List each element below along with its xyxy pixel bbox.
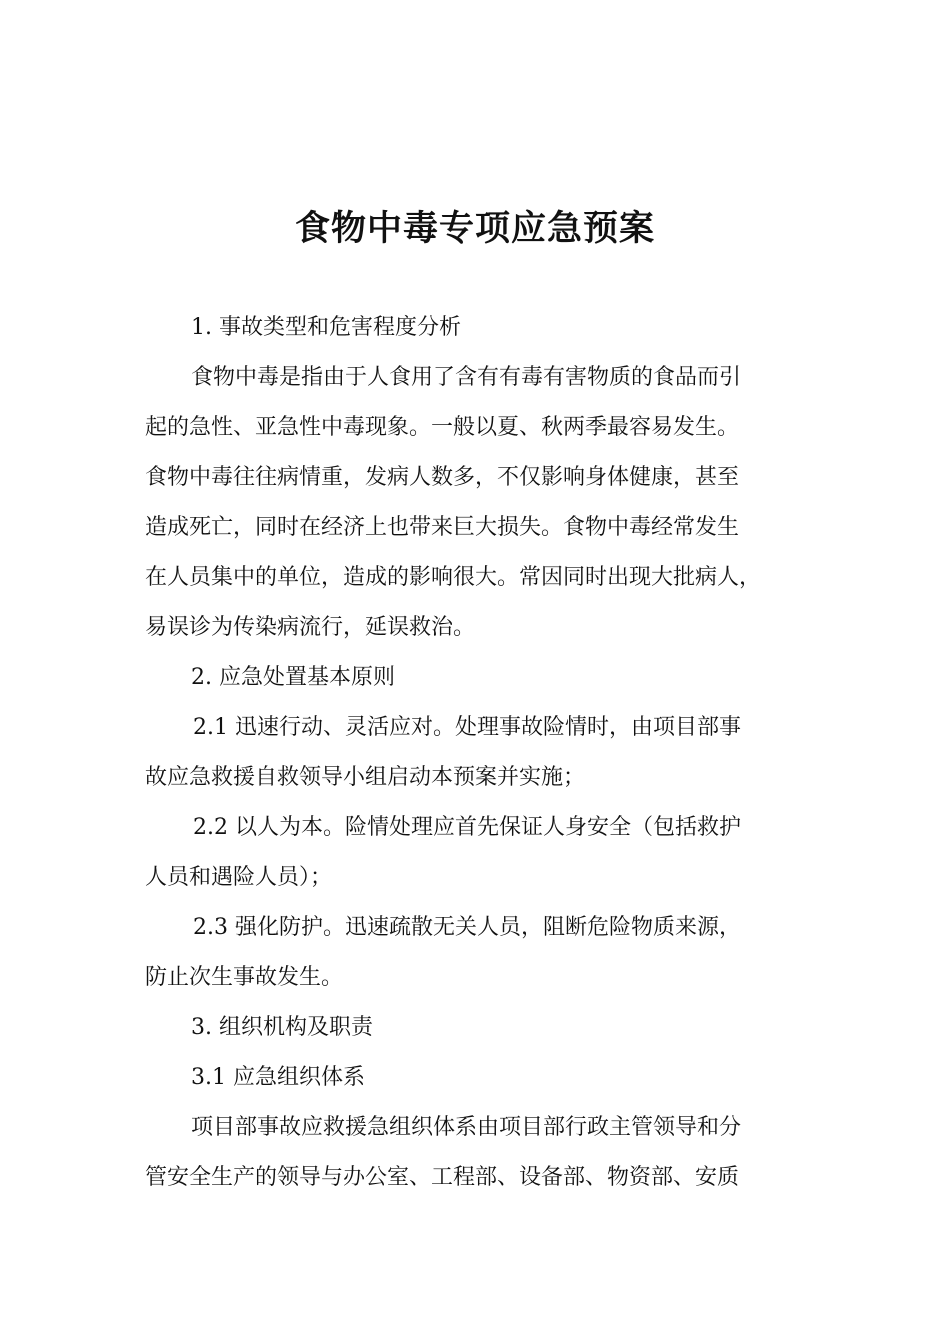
section-1-heading (145, 303, 825, 353)
section-2-heading (145, 653, 825, 703)
text-line: 人员和遇险人员）； (145, 865, 333, 890)
section-1-paragraph (145, 353, 825, 653)
section-3-heading (145, 1003, 825, 1053)
text-line: 食物中毒往往病情重，发病人数多，不仅影响身体健康，甚至 (145, 465, 740, 490)
text-line: 防止次生事故发生。 (145, 965, 344, 990)
text-line: 食物中毒是指由于人食用了含有有毒有害物质的食品而引 (191, 365, 742, 390)
text-line: 3. 组织机构及职责 (191, 1015, 373, 1040)
text-line: 故应急救援自救领导小组启动本预案并实施； (145, 765, 586, 790)
text-line: 起的急性、亚急性中毒现象。一般以夏、秋两季最容易发生。 (145, 415, 740, 440)
section-2-2-paragraph (145, 803, 825, 903)
section-2-3-paragraph (145, 903, 825, 1003)
document-body (145, 303, 825, 1203)
text-line: 1. 事故类型和危害程度分析 (191, 315, 461, 340)
text-line: 易误诊为传染病流行，延误救治。 (145, 615, 476, 640)
section-3-1-heading (145, 1053, 825, 1103)
text-line: 2. 应急处置基本原则 (191, 665, 395, 690)
text-line: 造成死亡，同时在经济上也带来巨大损失。食物中毒经常发生 (145, 515, 740, 540)
section-2-1-paragraph (145, 703, 825, 803)
text-line: 在人员集中的单位，造成的影响很大。常因同时出现大批病人， (145, 565, 762, 590)
text-line: 管安全生产的领导与办公室、工程部、设备部、物资部、安质 (145, 1165, 740, 1190)
text-line: 2.1 迅速行动、灵活应对。处理事故险情时，由项目部事 (193, 715, 741, 740)
section-3-1-paragraph (145, 1103, 825, 1203)
text-line: 3.1 应急组织体系 (191, 1065, 365, 1090)
document-title: 食物中毒专项应急预案 (294, 209, 655, 249)
text-line: 2.3 强化防护。迅速疏散无关人员，阻断危险物质来源， (193, 915, 741, 940)
text-line: 项目部事故应救援急组织体系由项目部行政主管领导和分 (191, 1115, 742, 1140)
text-line: 2.2 以人为本。险情处理应首先保证人身安全（包括救护 (193, 815, 741, 840)
